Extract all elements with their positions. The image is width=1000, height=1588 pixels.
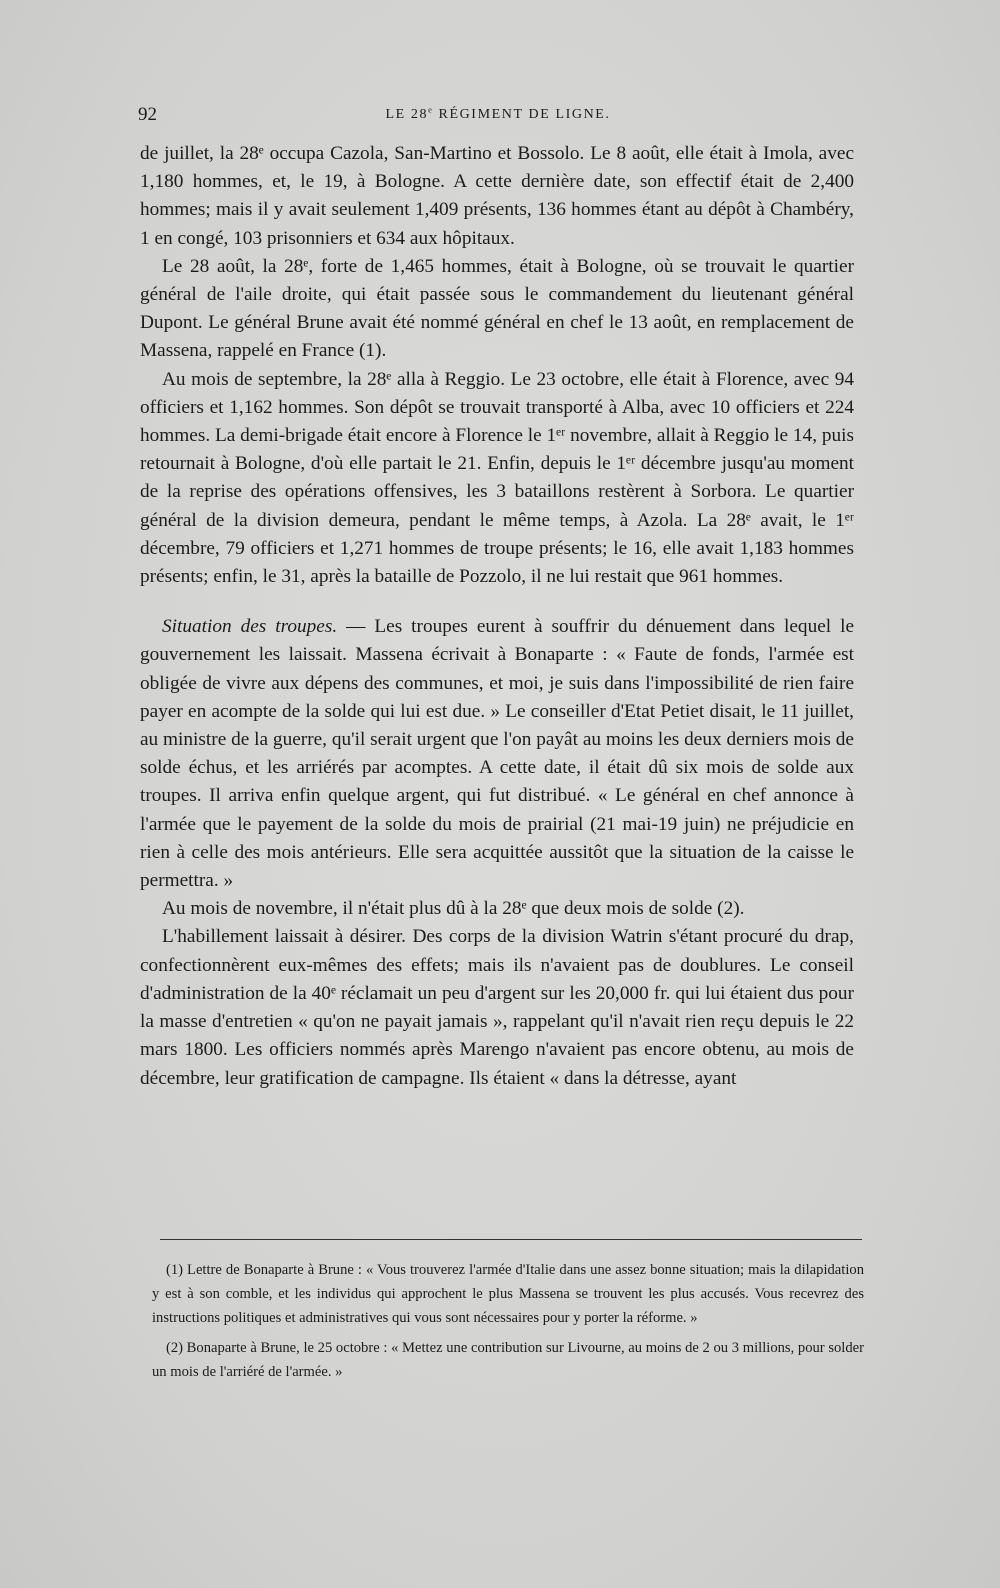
running-title-start: LE 28 [385, 107, 429, 122]
running-title-superscript: e [428, 105, 434, 115]
paragraph-6: L'habillement laissait à désirer. Des corps de la division Watrin s'étant procuré du drap, confectionnèrent eux-mêmes des effets; mais ils n'avaient pas de doublures. Le conseil d'administration de la 40ᵉ réclamait un peu d'argent sur les 20,000 fr. qui lui étaient dus pour la masse d'entretien « qu'on ne payait jamais », rappelant qu'il n'avait rien reçu depuis le 22 mars 1800. Les officiers nommés après Marengo n'avaient pas encore obtenu, au mois de décembre, leur gratification de campagne. Ils étaient « dans la détresse, ayant [140, 926, 854, 1089]
section-heading: Situation des troupes. [162, 616, 338, 638]
paragraph-5: Au mois de novembre, il n'était plus dû à la 28ᵉ que deux mois de solde (2). [162, 898, 745, 920]
paragraph-3: Au mois de septembre, la 28ᵉ alla à Reggio. Le 23 octobre, elle était à Florence, avec 94 officiers et 1,162 hommes. Son dépôt se trouvait transporté à Alba, avec 10 officiers et 224 hommes. La demi-brigade était encore à Florence le 1ᵉʳ novembre, allait à Reggio le 14, puis retournait à Bologne, d'où elle partait le 21. Enfin, depuis le 1ᵉʳ décembre jusqu'au moment de la reprise des opérations offensives, les 3 bataillons restèrent à Sorbora. Le quartier général de la division demeura, pendant le même temps, à Azola. La 28ᵉ avait, le 1ᵉʳ décembre, 79 officiers et 1,271 hommes de troupe présents; le 16, elle avait 1,183 hommes présents; enfin, le 31, après la bataille de Pozzolo, il ne lui restait que 961 hommes. [140, 368, 854, 588]
footnote-2: (2) Bonaparte à Brune, le 25 octobre : « Mettez une contribution sur Livourne, au moins de 2 ou 3 millions, pour solder un mois de l'arriéré de l'armée. » [152, 1340, 864, 1380]
main-text [140, 140, 854, 1093]
paragraph-2: Le 28 août, la 28ᵉ, forte de 1,465 hommes, était à Bologne, où se trouvait le quartier général de l'aile droite, qui était passée sous le commandement du lieutenant général Dupont. Le général Brune avait été nommé général en chef le 13 août, en remplacement de Massena, rappelé en France (1). [140, 255, 854, 362]
paragraph-1: de juillet, la 28ᵉ occupa Cazola, San-Martino et Bossolo. Le 8 août, elle était à Imola, avec 1,180 hommes, et, le 19, à Bologne. A cette dernière date, son effectif était de 2,400 hommes; mais il y avait seulement 1,409 présents, 136 hommes étant au dépôt à Chambéry, 1 en congé, 103 prisonniers et 634 aux hôpitaux. [140, 143, 854, 249]
footnote-1: (1) Lettre de Bonaparte à Brune : « Vous trouverez l'armée d'Italie dans une assez bonne situation; mais la dilapidation y est à son comble, et les individus qui approchent le plus Massena se trouvent les plus accusés. Vous recevrez des instructions politiques et administratives qui vous sont nécessaires pour y porter la réforme. » [152, 1262, 864, 1326]
running-title-end: RÉGIMENT DE LIGNE. [433, 107, 611, 122]
running-title [138, 107, 858, 123]
paragraph-4-text: — Les troupes eurent à souffrir du dénuement dans lequel le gouvernement les laissait. Massena écrivait à Bonaparte : « Faute de fonds, l'armée est obligée de vivre aux dépens des communes, et moi, je suis dans l'impossibilité de rien faire payer en acompte de la solde qui lui est due. » Le conseiller d'Etat Petiet disait, le 11 juillet, au ministre de la guerre, qu'il serait urgent que l'on payât au moins les deux derniers mois de solde échus, et les arriérés par acomptes. A cette date, il était dû six mois de solde aux troupes. Il arriva enfin quelque argent, qui fut distribué. « Le général en chef annonce à l'armée que le payement de la solde du mois de prairial (21 mai-19 juin) ne préjudicie en rien à celle des mois antérieurs. Elle sera acquittée aussitôt que la situation de la caisse le permettra. » [140, 616, 854, 892]
footnote-separator [160, 1239, 862, 1240]
page-header [138, 104, 858, 128]
paragraph-4 [140, 613, 854, 895]
page-number: 92 [138, 104, 157, 125]
footnotes [152, 1258, 864, 1390]
